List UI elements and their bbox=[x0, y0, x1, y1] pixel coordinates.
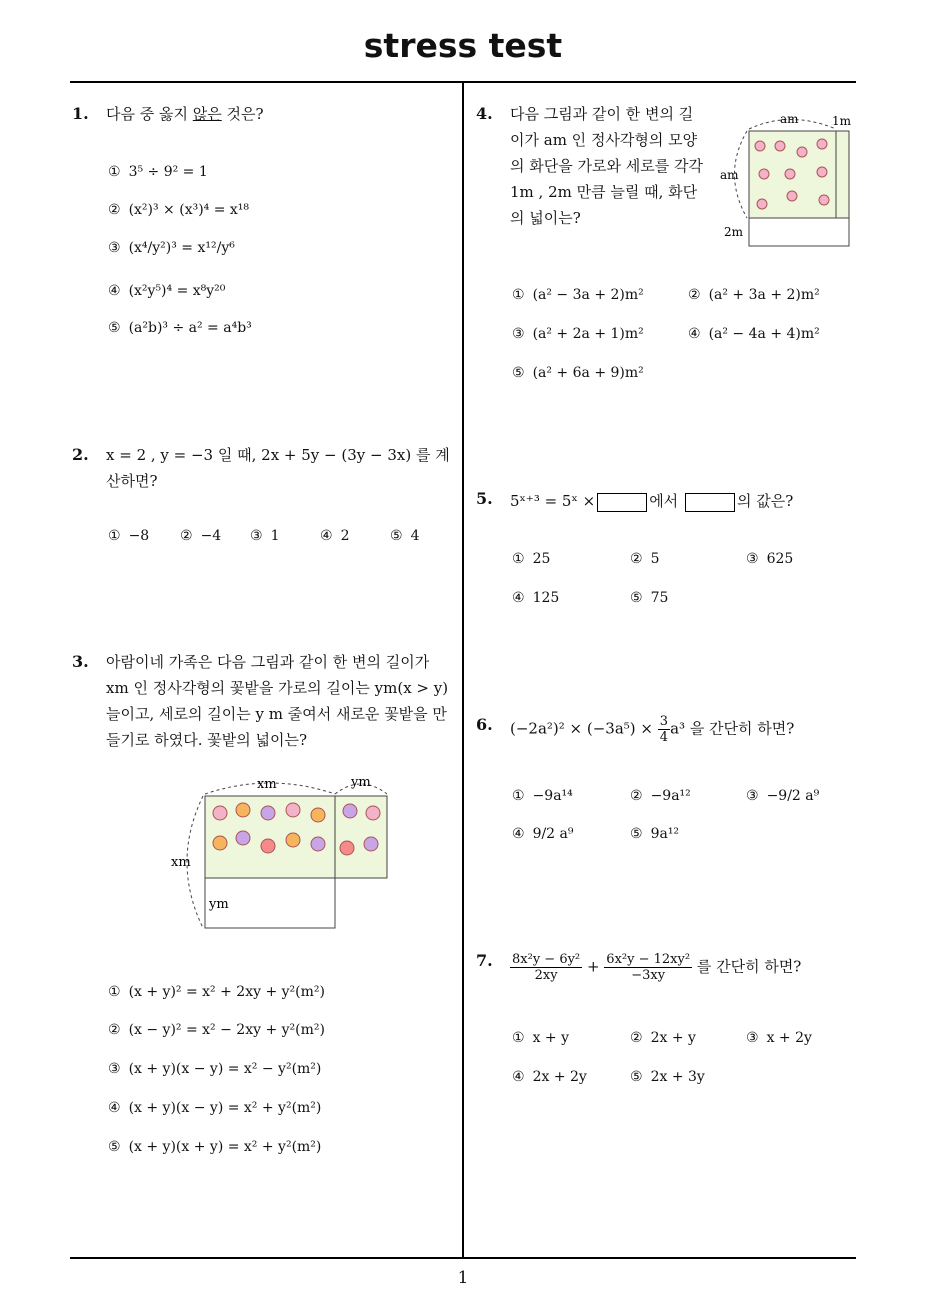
q2-option-2[interactable]: ② −4 bbox=[180, 528, 222, 544]
q5-option-2[interactable]: ② 5 bbox=[630, 551, 660, 567]
page-title: stress test bbox=[363, 26, 563, 65]
q1-number: 1. bbox=[72, 104, 89, 123]
q3-option-1[interactable]: ① (x + y)² = x² + 2xy + y²(m²) bbox=[108, 984, 325, 1000]
q7-text: $\frac{\text{8x²y − 6y²}}{2xy}$ + $\frac{\text{6x²y − 12xy²}}{-3xy}$ 를 간단히 하면? bbox=[512, 952, 802, 983]
q1-option-4[interactable]: ④ (x²y⁵)⁴ = x⁸y²⁰ bbox=[108, 283, 226, 299]
q2-option-4[interactable]: ④ 2 bbox=[320, 528, 350, 544]
q5-option-5[interactable]: ⑤ 75 bbox=[630, 590, 669, 606]
q3-option-5[interactable]: ⑤ (x + y)(x + y) = x² + y²(m²) bbox=[108, 1139, 322, 1155]
q7-option-2[interactable]: ② 2x + y bbox=[630, 1030, 696, 1046]
q4-fig-am-left: am bbox=[720, 168, 739, 182]
q4-number: 4. bbox=[476, 104, 493, 123]
q5-number: 5. bbox=[476, 489, 493, 508]
q6-text: (−2a²)² × (−3a⁵) × $\frac{3}{4}$ a³ 을 간단히 하면? bbox=[510, 714, 795, 745]
q2-text: x = 2 , y = −3 일 때, 2x + 5y − (3y − 3x) 를 계산하면? bbox=[106, 446, 450, 490]
q4-text: 다음 그림과 같이 한 변의 길이가 am 인 정사각형의 모양의 화단을 가로와 세로를 각각 1m , 2m 만큼 늘릴 때, 화단의 넓이는? bbox=[510, 105, 703, 227]
q2-option-3[interactable]: ③ 1 bbox=[250, 528, 280, 544]
q3-flowerbed-figure bbox=[165, 768, 395, 938]
q3-fig-xm-left: xm bbox=[171, 855, 191, 870]
q1-option-3[interactable]: ③ (x⁴/y²)³ = x¹²/y⁶ bbox=[108, 240, 235, 256]
q5-option-3[interactable]: ③ 625 bbox=[746, 551, 794, 567]
q4-option-1[interactable]: ① (a² − 3a + 2)m² bbox=[512, 287, 644, 303]
q7-number: 7. bbox=[476, 951, 493, 970]
q2-option-5[interactable]: ⑤ 4 bbox=[390, 528, 420, 544]
q2-option-1[interactable]: ① −8 bbox=[108, 528, 150, 544]
q2-number: 2. bbox=[72, 445, 89, 464]
q1-option-2[interactable]: ② (x²)³ × (x³)⁴ = x¹⁸ bbox=[108, 202, 250, 218]
q7-option-5[interactable]: ⑤ 2x + 3y bbox=[630, 1069, 705, 1085]
q6-option-2[interactable]: ② −9a¹² bbox=[630, 788, 691, 804]
q3-fig-ym-top: ym bbox=[351, 775, 371, 790]
q5-option-4[interactable]: ④ 125 bbox=[512, 590, 560, 606]
q1-option-1[interactable]: ① 3⁵ ÷ 9² = 1 bbox=[108, 164, 208, 180]
q3-option-3[interactable]: ③ (x + y)(x − y) = x² − y²(m²) bbox=[108, 1061, 322, 1077]
q3-option-2[interactable]: ② (x − y)² = x² − 2xy + y²(m²) bbox=[108, 1022, 325, 1038]
q4-fig-2m: 2m bbox=[724, 225, 744, 239]
q4-option-4[interactable]: ④ (a² − 4a + 4)m² bbox=[688, 326, 820, 342]
q6-option-5[interactable]: ⑤ 9a¹² bbox=[630, 826, 680, 842]
q6-option-4[interactable]: ④ 9/2 a⁹ bbox=[512, 826, 574, 842]
page-number: 1 bbox=[457, 1268, 469, 1288]
q3-fig-xm-top: xm bbox=[257, 777, 277, 792]
q5-option-1[interactable]: ① 25 bbox=[512, 551, 551, 567]
q4-option-3[interactable]: ③ (a² + 2a + 1)m² bbox=[512, 326, 644, 342]
blank-box-1 bbox=[597, 493, 647, 512]
column-divider bbox=[462, 83, 464, 1259]
q7-option-4[interactable]: ④ 2x + 2y bbox=[512, 1069, 587, 1085]
q3-fig-ym-inner: ym bbox=[209, 897, 229, 912]
q6-number: 6. bbox=[476, 715, 493, 734]
q7-option-1[interactable]: ① x + y bbox=[512, 1030, 569, 1046]
q1-option-5[interactable]: ⑤ (a²b)³ ÷ a² = a⁴b³ bbox=[108, 320, 252, 336]
blank-box-2 bbox=[685, 493, 735, 512]
q4-garden-figure bbox=[718, 108, 858, 253]
q6-option-1[interactable]: ① −9a¹⁴ bbox=[512, 788, 573, 804]
q3-number: 3. bbox=[72, 652, 89, 671]
q3-option-4[interactable]: ④ (x + y)(x − y) = x² + y²(m²) bbox=[108, 1100, 322, 1116]
q6-option-3[interactable]: ③ −9/2 a⁹ bbox=[746, 788, 820, 804]
q5-text: 5ˣ⁺³ = 5ˣ × 에서 의 값은? bbox=[510, 492, 794, 510]
q7-option-3[interactable]: ③ x + 2y bbox=[746, 1030, 812, 1046]
q1-text: 다음 중 옳지 않은 것은? bbox=[106, 105, 264, 123]
q4-fig-1m: 1m bbox=[832, 114, 852, 128]
q4-option-2[interactable]: ② (a² + 3a + 2)m² bbox=[688, 287, 820, 303]
q3-text: 아람이네 가족은 다음 그림과 같이 한 변의 길이가 xm 인 정사각형의 꽃밭을 가로의 길이는 ym(x > y) 늘이고, 세로의 길이는 y m 줄여서 새로운 꽃밭을 만들기로 하였다. 꽃밭의 넓이는? bbox=[106, 653, 449, 749]
q4-fig-am-top: am bbox=[780, 112, 799, 126]
q4-option-5[interactable]: ⑤ (a² + 6a + 9)m² bbox=[512, 365, 644, 381]
